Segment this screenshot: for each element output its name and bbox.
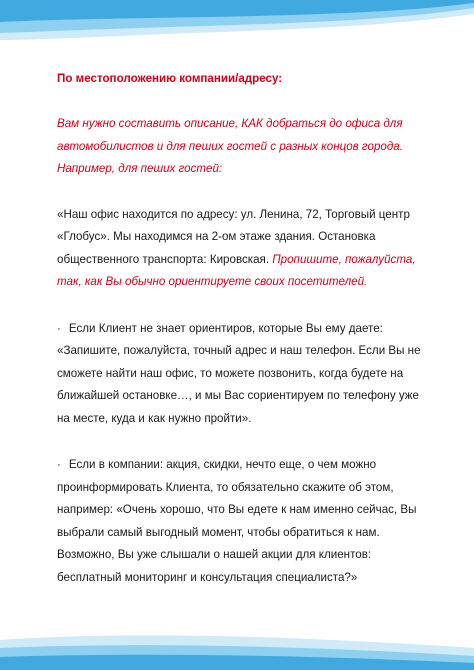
instruction-paragraph <box>57 113 427 181</box>
example-paragraph <box>57 204 427 294</box>
bullet-text: Если в компании: акция, скидки, нечто еще, о чем можно <box>68 458 377 471</box>
bullet-marker: · <box>57 458 61 471</box>
example-line: «Глобус». Мы находимся на 2-ом этаже здания. Остановка <box>57 230 376 243</box>
bullet-marker: · <box>57 321 61 335</box>
bullet-line: «Запишите, пожалуйста, точный адрес и наш телефон. Если Вы не <box>57 344 421 357</box>
bullet-paragraph-2 <box>57 454 427 589</box>
bottom-wave-decoration <box>0 630 474 670</box>
bullet-line: бесплатный мониторинг и консультация специалиста?» <box>57 570 358 584</box>
instruction-line: автомобилистов и для пеших гостей с разных концов города. <box>57 139 403 153</box>
example-line <box>57 249 427 272</box>
top-wave-decoration <box>0 0 474 42</box>
example-note-line: так, как Вы обычно ориентируете своих посетителей. <box>57 275 368 288</box>
bullet-line <box>57 454 427 477</box>
bullet-line <box>57 318 427 341</box>
document-body <box>57 68 427 611</box>
bullet-line: выбрали самый выгодный момент, чтобы обратиться к нам. <box>57 525 380 539</box>
bullet-line: Возможно, Вы уже слышали о нашей акции для клиентов: <box>57 548 372 561</box>
bullet-line: проинформировать Клиента, то обязательно скажите об этом, <box>57 480 394 494</box>
instruction-line: Вам нужно составить описание, КАК добраться до офиса для <box>57 117 403 130</box>
example-text: общественного транспорта: Кировская. <box>57 252 273 266</box>
bullet-paragraph-1 <box>57 318 427 431</box>
bullet-line: на месте, куда и как нужно пройти». <box>57 411 252 425</box>
bullet-line: ближайшей остановке…, и мы Вас сориентируем по телефону уже <box>57 389 419 402</box>
example-line: «Наш офис находится по адресу: ул. Ленина, 72, Торговый центр <box>57 207 410 221</box>
example-note: Пропишите, пожалуйста, <box>272 252 416 266</box>
bullet-text: Если Клиент не знает ориентиров, которые Вы ему даете: <box>68 321 383 335</box>
section-heading: По местоположению компании/адресу: <box>57 72 283 85</box>
bullet-line: сможете найти наш офис, то можете позвонить, когда будете на <box>57 366 404 380</box>
instruction-line: Например, для пеших гостей: <box>57 162 223 175</box>
bullet-line: например: «Очень хорошо, что Вы едете к нам именно сейчас, Вы <box>57 503 417 516</box>
